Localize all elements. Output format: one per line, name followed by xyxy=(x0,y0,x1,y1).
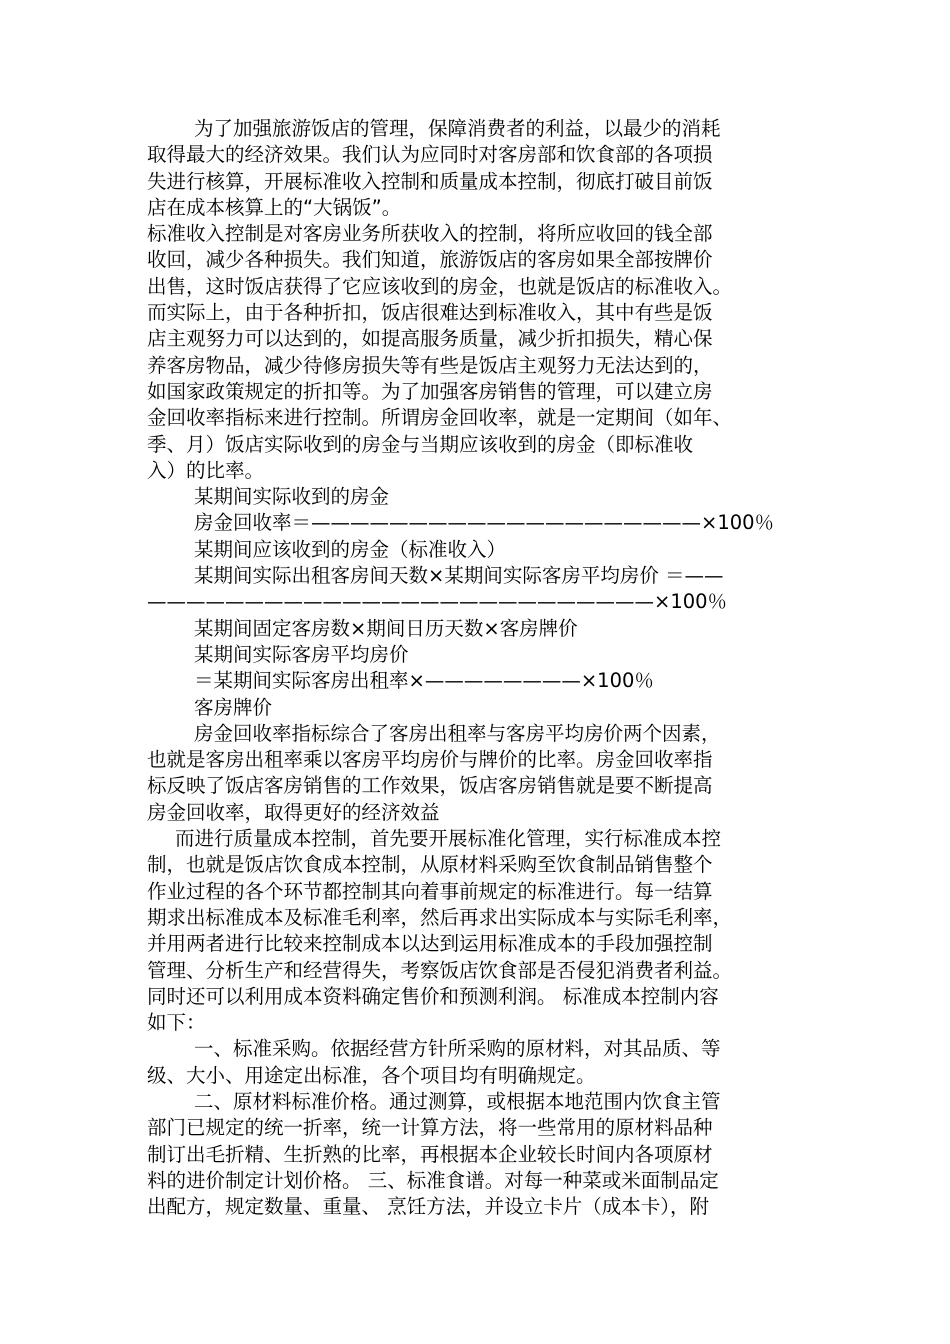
text-line: 房金回收率，取得更好的经济效益 xyxy=(147,800,440,824)
text-line: 制，也就是饭店饮食成本控制，从原材料采购至饮食制品销售整个 xyxy=(147,853,713,877)
text-line: 收回，减少各种损失。我们知道，旅游饭店的客房如果全部按牌价 xyxy=(147,248,713,272)
text-line: 标准收入控制是对客房业务所获收入的控制，将所应收回的钱全部 xyxy=(147,222,713,246)
formula-line: ＝某期间实际客房出租率×————————×100％ xyxy=(194,669,654,693)
formula-line: 房金回收率＝————————————————————×100％ xyxy=(194,511,775,535)
text-line: 标反映了饭店客房销售的工作效果，饭店客房销售就是要不断提高 xyxy=(147,774,713,798)
text-line: 制订出毛折精、生折熟的比率，再根据本企业较长时间内各项原材 xyxy=(147,1142,713,1166)
formula-line: 某期间实际出租客房间天数×某期间实际客房平均房价 ＝—— xyxy=(194,564,724,588)
text-line: 级、大小、用途定出标准，各个项目均有明确规定。 xyxy=(147,1063,596,1087)
text-line: 而进行质量成本控制，首先要开展标准化管理，实行标准成本控 xyxy=(175,827,722,851)
text-line: 出配方，规定数量、重量、 烹饪方法，并设立卡片（成本卡），附 xyxy=(147,1195,709,1219)
formula-line: 某期间实际客房平均房价 xyxy=(194,642,409,666)
text-line: 期求出标准成本及标准毛利率，然后再求出实际成本与实际毛利率， xyxy=(147,905,733,929)
formula-line: 客房牌价 xyxy=(194,695,273,719)
text-line: 金回收率指标来进行控制。所谓房金回收率，就是一定期间（如年、 xyxy=(147,406,733,430)
text-line: 管理、分析生产和经营得失，考察饭店饮食部是否侵犯消费者利益。 xyxy=(147,958,733,982)
text-line: 房金回收率指标综合了客房出租率与客房平均房价两个因素， xyxy=(194,721,721,745)
text-line: 失进行核算，开展标准收入控制和质量成本控制，彻底打破目前饭 xyxy=(147,169,713,193)
text-line: 部门已规定的统一折率，统一计算方法，将一些常用的原材料品种 xyxy=(147,1116,713,1140)
text-line: 如国家政策规定的折扣等。为了加强客房销售的管理，可以建立房 xyxy=(147,379,713,403)
formula-line: 某期间固定客房数×期间日历天数×客房牌价 xyxy=(194,616,578,640)
text-line: 季、月）饭店实际收到的房金与当期应该收到的房金（即标准收 xyxy=(147,432,694,456)
text-line: 料的进价制定计划价格。 三、标准食谱。对每一种菜或米面制品定 xyxy=(147,1168,719,1192)
text-line: 店在成本核算上的“大锅饭”。 xyxy=(147,195,402,219)
text-line: 同时还可以利用成本资料确定售价和预测利润。 标准成本控制内容 xyxy=(147,984,719,1008)
text-line: 入）的比率。 xyxy=(147,458,265,482)
formula-line: ——————————————————————————×100％ xyxy=(147,590,728,614)
text-line: 取得最大的经济效果。我们认为应同时对客房部和饮食部的各项损 xyxy=(147,143,713,167)
document-page xyxy=(147,116,807,1220)
text-line: 也就是客房出租率乘以客房平均房价与牌价的比率。房金回收率指 xyxy=(147,748,713,772)
text-line: 而实际上，由于各种折扣，饭店很难达到标准收入，其中有些是饭 xyxy=(147,301,713,325)
text-line: 出售，这时饭店获得了它应该收到的房金，也就是饭店的标准收入。 xyxy=(147,274,733,298)
text-line: 一、标准采购。依据经营方针所采购的原材料，对其品质、等 xyxy=(194,1037,721,1061)
text-line: 养客房物品，减少待修房损失等有些是饭店主观努力无法达到的， xyxy=(147,353,713,377)
text-line: 为了加强旅游饭店的管理，保障消费者的利益，以最少的消耗 xyxy=(194,117,721,140)
text-line: 并用两者进行比较来控制成本以达到运用标准成本的手段加强控制 xyxy=(147,932,713,956)
formula-line: 某期间实际收到的房金 xyxy=(194,485,390,509)
text-line: 二、原材料标准价格。通过测算，或根据本地范围内饮食主管 xyxy=(194,1089,721,1113)
formula-line: 某期间应该收到的房金（标准收入） xyxy=(194,537,507,561)
text-line: 作业过程的各个环节都控制其向着事前规定的标准进行。每一结算 xyxy=(147,879,713,903)
text-line: 店主观努力可以达到的，如提高服务质量，减少折扣损失，精心保 xyxy=(147,327,713,351)
text-line: 如下： xyxy=(147,1011,206,1035)
